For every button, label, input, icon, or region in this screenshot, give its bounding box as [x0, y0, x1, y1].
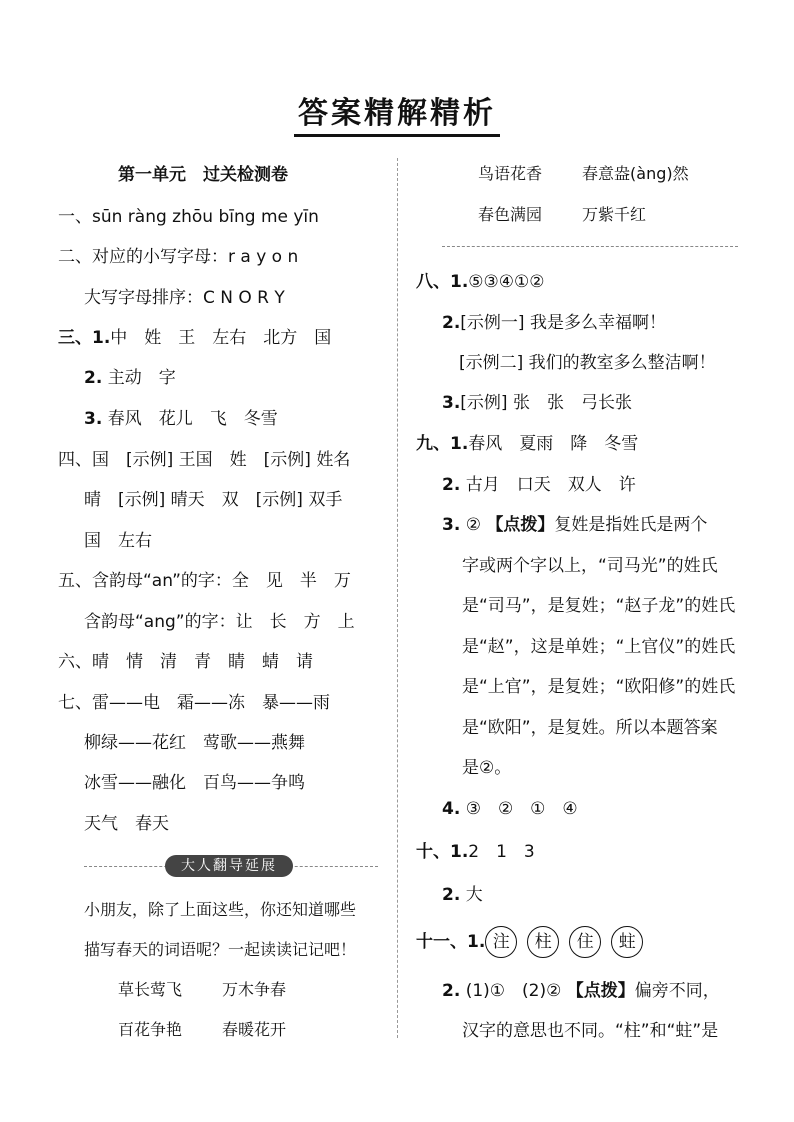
phrase: 百花争艳: [118, 1020, 183, 1039]
tip-text: 偏旁不同，: [634, 981, 720, 1001]
answer-5-cont: 含韵母“ang”的字：让 长 方 上: [84, 612, 355, 632]
phrase: 万紫千红: [582, 205, 647, 224]
q-text: [示例] 张 张 弓长张: [460, 393, 632, 413]
q-num: 2.: [442, 885, 461, 905]
q-text: 主动 字: [107, 368, 176, 388]
circled-char: 柱: [527, 926, 559, 958]
q-num: 2.: [442, 313, 461, 333]
circled-char: 蛀: [611, 926, 643, 958]
q-num: 九、1.: [416, 434, 469, 454]
answer-7-cont: 柳绿——花红 莺歌——燕舞: [84, 733, 305, 753]
page-title-wrap: [0, 88, 794, 137]
extension-banner: 大人翻导延展: [165, 855, 293, 877]
answer-10-1: [416, 840, 535, 864]
q-num: 十、1.: [416, 842, 469, 862]
answer-7-cont3: 天气 春天: [84, 814, 169, 834]
extension-text-2: 描写春天的词语呢？一起读读记记吧！: [84, 940, 357, 959]
q-text: 古月 口天 双人 许: [465, 475, 636, 495]
answer-7: 七、雷——电 霜——冻 暴——雨: [58, 693, 330, 713]
q-num: 2.: [442, 981, 461, 1001]
answer-8-2: [442, 311, 666, 335]
answer-5: 五、含韵母“an”的字：全 见 半 万: [58, 571, 351, 591]
tip-label: 【点拨】: [486, 515, 555, 535]
explanation-line: 是“司马”，是复姓；“赵子龙”的姓氏: [462, 596, 736, 616]
answer-3-2: [84, 366, 176, 390]
phrase: 鸟语花香: [478, 164, 543, 183]
answer-9-3: [442, 513, 707, 537]
answer-9-1: [416, 432, 638, 456]
section-divider: [442, 246, 738, 247]
answer-3-1: [58, 326, 331, 350]
answer-11-2: [442, 979, 720, 1003]
answer-3-3: [84, 407, 278, 431]
answer-2: 二、对应的小写字母：r a y o n: [58, 247, 299, 267]
column-divider: [397, 158, 398, 1038]
answer-7-cont2: 冰雪——融化 百鸟——争鸣: [84, 773, 305, 793]
answer-8-2-cont: [示例二] 我们的教室多么整洁啊！: [459, 353, 716, 373]
answer-2-uppercase: 大写字母排序：C N O R Y: [84, 288, 285, 308]
phrase-row-4: [478, 203, 646, 227]
phrase-row-1: [118, 978, 286, 1002]
answer-4-cont: 晴 [示例] 晴天 双 [示例] 双手: [84, 490, 343, 510]
q-text: ③ ② ① ④: [465, 799, 578, 819]
phrase: 草长莺飞: [118, 980, 183, 999]
q-num: 十一、1.: [416, 932, 486, 952]
q-text: 大: [465, 885, 483, 905]
phrase: 万木争春: [222, 980, 287, 999]
q-text: 中 姓 王 左右 北方 国: [110, 328, 332, 348]
q-text: 春风 夏雨 降 冬雪: [468, 434, 639, 454]
q-num: 八、1.: [416, 272, 469, 292]
explanation-line: 是“上官”，是复姓；“欧阳修”的姓氏: [462, 677, 736, 697]
phrase-row-2: [118, 1018, 286, 1042]
answer-8-1: [416, 270, 545, 294]
answer-8-3: [442, 391, 632, 415]
explanation-line: 汉字的意思也不同。“柱”和“蛀”是: [462, 1021, 719, 1041]
explanation-line: 是“赵”，这是单姓；“上官仪”的姓氏: [462, 637, 736, 657]
q-num: 2.: [442, 475, 461, 495]
q-text: ⑤③④①②: [468, 272, 545, 292]
q-num: 2.: [84, 368, 103, 388]
unit-title: 第一单元 过关检测卷: [118, 165, 288, 185]
circled-char: 注: [485, 926, 517, 958]
answer-4-cont2: 国 左右: [84, 531, 152, 551]
page-title: 答案精解精析: [294, 88, 500, 137]
tip-label: 【点拨】: [566, 981, 635, 1001]
answer-9-2: [442, 473, 636, 497]
q-text: 2 1 3: [468, 842, 535, 862]
answer-10-2: [442, 883, 483, 907]
q-text: 春风 花儿 飞 冬雪: [107, 409, 278, 429]
q-num: 3.: [84, 409, 103, 429]
q-num: 三、1.: [58, 328, 111, 348]
explanation-line: 字或两个字以上，“司马光”的姓氏: [462, 556, 718, 576]
extension-text-1: 小朋友，除了上面这些，你还知道哪些: [84, 900, 357, 919]
tip-text: 复姓是指姓氏是两个: [554, 515, 708, 535]
phrase-row-3: [478, 162, 689, 186]
q-answer: (1)① (2)②: [465, 981, 562, 1001]
answer-11-1: [416, 925, 653, 959]
phrase: 春色满园: [478, 205, 543, 224]
q-text: [示例一] 我是多么幸福啊！: [460, 313, 666, 333]
phrase: 春意盎(àng)然: [582, 164, 689, 183]
q-answer: ②: [465, 515, 481, 535]
explanation-line: 是“欧阳”，是复姓。所以本题答案: [462, 718, 718, 738]
answer-1: 一、sūn ràng zhōu bīng me yīn: [58, 207, 319, 227]
explanation-line: 是②。: [462, 758, 512, 778]
phrase: 春暖花开: [222, 1020, 287, 1039]
q-num: 3.: [442, 515, 461, 535]
q-num: 4.: [442, 799, 461, 819]
answer-6: 六、晴 情 清 青 睛 蜻 请: [58, 652, 313, 672]
answer-4: 四、国 [示例] 王国 姓 [示例] 姓名: [58, 450, 351, 470]
answer-9-4: [442, 797, 578, 821]
q-num: 3.: [442, 393, 461, 413]
circled-char: 住: [569, 926, 601, 958]
